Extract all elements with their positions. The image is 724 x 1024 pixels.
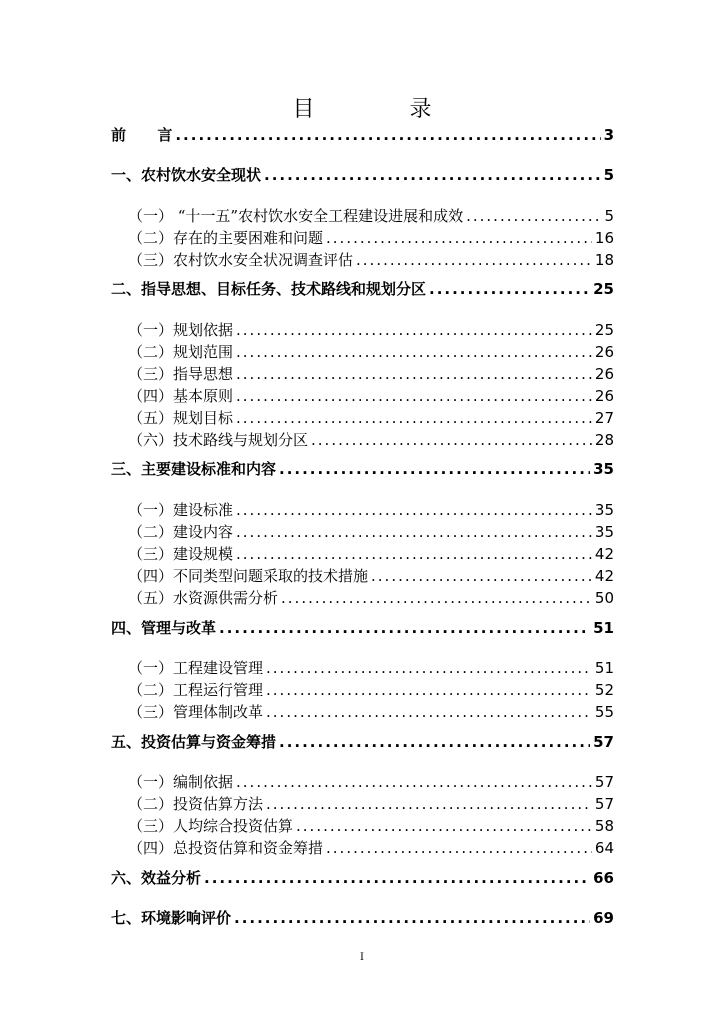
toc-leader-dots xyxy=(279,732,590,752)
toc-entry-label: （三）人均综合投资估算 xyxy=(128,817,294,835)
toc-entry-page: 55 xyxy=(594,703,614,721)
toc-entry-label: （六）技术路线与规划分区 xyxy=(128,431,309,449)
toc-leader-dots xyxy=(236,544,592,564)
toc-leader-dots xyxy=(204,868,590,888)
toc-entry-section-2-6[interactable] xyxy=(128,430,614,450)
toc-entry-section-3-3[interactable] xyxy=(128,544,614,564)
toc-entry-page: 5 xyxy=(604,207,614,225)
toc-leader-dots xyxy=(175,125,600,145)
toc-entry-label: （二）建设内容 xyxy=(128,523,234,541)
toc-entry-section-3-4[interactable] xyxy=(128,566,614,586)
toc-entry-page: 25 xyxy=(594,321,614,339)
toc-entry-page: 27 xyxy=(594,409,614,427)
toc-leader-dots xyxy=(326,228,592,248)
toc-entry-label: （五）规划目标 xyxy=(128,409,234,427)
toc-entry-label: （三）农村饮水安全状况调查评估 xyxy=(128,251,354,269)
toc-entry-page: 52 xyxy=(594,681,614,699)
toc-leader-dots xyxy=(311,430,592,450)
toc-title: 目 录 xyxy=(292,97,476,122)
toc-entry-label: （一）建设标准 xyxy=(128,501,234,519)
toc-leader-dots xyxy=(236,500,592,520)
toc-entry-label: （二）工程运行管理 xyxy=(128,681,264,699)
toc-entry-page: 26 xyxy=(594,365,614,383)
toc-leader-dots xyxy=(236,342,592,362)
toc-leader-dots xyxy=(296,816,592,836)
toc-leader-dots xyxy=(234,908,590,928)
toc-leader-dots xyxy=(236,522,592,542)
toc-leader-dots xyxy=(236,320,592,340)
toc-entry-section-1-3[interactable] xyxy=(128,250,614,270)
toc-entry-page: 25 xyxy=(593,280,614,298)
toc-entry-label: （一）规划依据 xyxy=(128,321,234,339)
toc-entry-section-3-1[interactable] xyxy=(128,500,614,520)
toc-entry-page: 35 xyxy=(593,460,614,478)
toc-entry-page: 57 xyxy=(594,795,614,813)
toc-entry-page: 51 xyxy=(593,619,614,637)
toc-entry-label: （一） “十一五”农村饮水安全工程建设进展和成效 xyxy=(128,207,464,225)
toc-entry-page: 5 xyxy=(603,166,614,184)
toc-entry-label: 前 言 xyxy=(111,126,173,144)
toc-entry-label: （四）总投资估算和资金筹措 xyxy=(128,839,324,857)
toc-entry-label: （四）基本原则 xyxy=(128,387,234,405)
toc-entry-label: （五）水资源供需分析 xyxy=(128,589,279,607)
toc-entry-page: 26 xyxy=(594,387,614,405)
toc-entry-page: 64 xyxy=(594,839,614,857)
toc-entry-page: 16 xyxy=(594,229,614,247)
toc-entry-page: 18 xyxy=(594,251,614,269)
toc-entry-section-1-2[interactable] xyxy=(128,228,614,248)
toc-entry-chapter-1[interactable] xyxy=(111,165,614,185)
toc-entry-section-2-3[interactable] xyxy=(128,364,614,384)
toc-entry-label: （二）存在的主要困难和问题 xyxy=(128,229,324,247)
toc-leader-dots xyxy=(356,250,592,270)
toc-entry-page: 26 xyxy=(594,343,614,361)
toc-entry-section-2-1[interactable] xyxy=(128,320,614,340)
toc-entry-chapter-5[interactable] xyxy=(111,732,614,752)
toc-entry-page: 57 xyxy=(593,733,614,751)
toc-entry-label: （三）建设规模 xyxy=(128,545,234,563)
toc-leader-dots xyxy=(236,364,592,384)
toc-entry-page: 51 xyxy=(594,659,614,677)
toc-entry-page: 58 xyxy=(594,817,614,835)
toc-entry-chapter-6[interactable] xyxy=(111,868,614,888)
toc-leader-dots xyxy=(236,386,592,406)
toc-entry-page: 42 xyxy=(594,567,614,585)
toc-entry-page: 3 xyxy=(603,126,614,144)
toc-leader-dots xyxy=(236,772,592,792)
toc-entry-label: 六、效益分析 xyxy=(111,869,202,887)
toc-leader-dots xyxy=(279,459,590,479)
toc-leader-dots xyxy=(466,206,601,226)
toc-entry-section-4-2[interactable] xyxy=(128,680,614,700)
toc-entry-label: （二）投资估算方法 xyxy=(128,795,264,813)
toc-leader-dots xyxy=(266,680,592,700)
toc-entry-label: （四）不同类型问题采取的技术措施 xyxy=(128,567,369,585)
toc-entry-page: 57 xyxy=(594,773,614,791)
toc-leader-dots xyxy=(236,408,592,428)
toc-entry-label: 七、环境影响评价 xyxy=(111,909,232,927)
toc-entry-page: 35 xyxy=(594,501,614,519)
toc-leader-dots xyxy=(429,279,590,299)
toc-entry-label: （一）编制依据 xyxy=(128,773,234,791)
toc-entry-section-2-4[interactable] xyxy=(128,386,614,406)
toc-leader-dots xyxy=(266,702,592,722)
toc-entry-label: （三）指导思想 xyxy=(128,365,234,383)
toc-entry-page: 28 xyxy=(594,431,614,449)
toc-leader-dots xyxy=(326,838,592,858)
toc-entry-section-5-2[interactable] xyxy=(128,794,614,814)
toc-leader-dots xyxy=(266,794,592,814)
page-number: I xyxy=(360,952,364,963)
toc-entry-label: （三）管理体制改革 xyxy=(128,703,264,721)
toc-entry-label: 四、管理与改革 xyxy=(111,619,217,637)
toc-entry-chapter-3[interactable] xyxy=(111,459,614,479)
toc-entry-chapter-2[interactable] xyxy=(111,279,614,299)
toc-entry-section-2-2[interactable] xyxy=(128,342,614,362)
toc-leader-dots xyxy=(281,588,592,608)
toc-entry-label: 三、主要建设标准和内容 xyxy=(111,460,277,478)
toc-entry-section-5-4[interactable] xyxy=(128,838,614,858)
toc-entry-section-4-3[interactable] xyxy=(128,702,614,722)
toc-leader-dots xyxy=(219,618,590,638)
toc-entry-preface[interactable] xyxy=(111,125,614,145)
toc-entry-section-3-2[interactable] xyxy=(128,522,614,542)
toc-entry-page: 42 xyxy=(594,545,614,563)
toc-entry-label: （一）工程建设管理 xyxy=(128,659,264,677)
toc-entry-page: 50 xyxy=(594,589,614,607)
toc-leader-dots xyxy=(264,165,601,185)
toc-entry-page: 66 xyxy=(593,869,614,887)
toc-entry-label: 五、投资估算与资金筹措 xyxy=(111,733,277,751)
toc-entry-chapter-7[interactable] xyxy=(111,908,614,928)
toc-entry-section-1-1[interactable] xyxy=(128,206,614,226)
toc-entry-page: 35 xyxy=(594,523,614,541)
toc-entry-section-4-1[interactable] xyxy=(128,658,614,678)
toc-leader-dots xyxy=(266,658,592,678)
toc-entry-label: 二、指导思想、目标任务、技术路线和规划分区 xyxy=(111,280,427,298)
toc-entry-section-5-1[interactable] xyxy=(128,772,614,792)
toc-entry-section-5-3[interactable] xyxy=(128,816,614,836)
toc-leader-dots xyxy=(371,566,592,586)
toc-entry-label: （二）规划范围 xyxy=(128,343,234,361)
toc-entry-page: 69 xyxy=(593,909,614,927)
toc-entry-label: 一、农村饮水安全现状 xyxy=(111,166,262,184)
toc-entry-section-3-5[interactable] xyxy=(128,588,614,608)
toc-entry-chapter-4[interactable] xyxy=(111,618,614,638)
toc-entry-section-2-5[interactable] xyxy=(128,408,614,428)
